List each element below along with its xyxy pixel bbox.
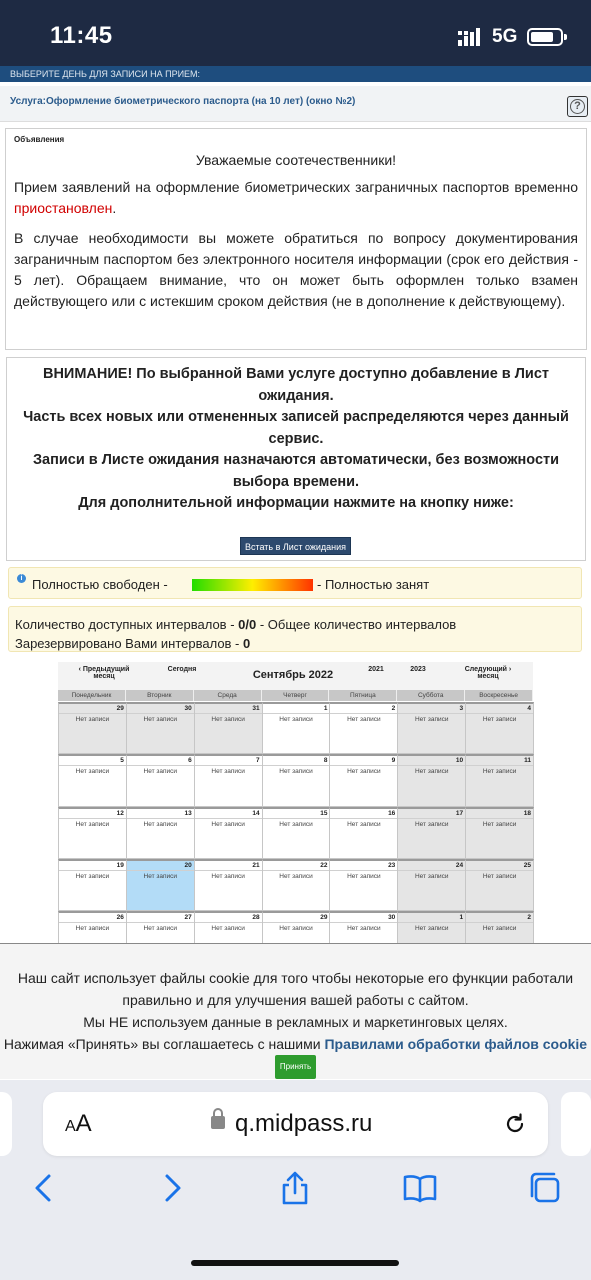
day-divider bbox=[127, 922, 194, 923]
reload-icon[interactable] bbox=[503, 1112, 527, 1136]
available-value: 0/0 bbox=[238, 617, 257, 632]
day-status: Нет записи bbox=[347, 925, 381, 933]
day-number: 30 bbox=[184, 705, 192, 712]
day-number: 19 bbox=[116, 861, 124, 869]
day-divider bbox=[330, 870, 397, 871]
day-status: Нет записи bbox=[414, 872, 449, 880]
accept-cookie-button[interactable]: Принять bbox=[275, 1055, 316, 1079]
day-divider bbox=[263, 870, 330, 871]
day-divider bbox=[59, 713, 126, 714]
day-divider bbox=[330, 765, 397, 766]
day-status: Нет записи bbox=[279, 716, 313, 723]
calendar-day[interactable] bbox=[126, 702, 195, 754]
browser-toolbar bbox=[0, 1170, 591, 1220]
weekday-label: Четверг bbox=[262, 690, 330, 701]
day-status: Нет записи bbox=[279, 820, 313, 828]
today-link[interactable]: Сегодня bbox=[167, 666, 197, 673]
day-divider bbox=[263, 713, 330, 714]
calendar-day[interactable] bbox=[329, 807, 398, 859]
availability-legend bbox=[8, 567, 582, 599]
day-number: 7 bbox=[255, 757, 260, 765]
day-number: 11 bbox=[524, 757, 532, 765]
calendar-day[interactable] bbox=[194, 859, 263, 911]
day-status: Нет записи bbox=[75, 716, 110, 723]
announcement-text: Прием заявлений на оформление биометрических заграничных паспортов временно bbox=[14, 179, 578, 195]
text-size-button[interactable] bbox=[65, 1110, 92, 1138]
forward-icon[interactable] bbox=[154, 1170, 190, 1206]
day-divider bbox=[398, 870, 465, 871]
day-number: 29 bbox=[320, 914, 328, 922]
calendar-week bbox=[58, 754, 533, 806]
reserved-intervals bbox=[15, 634, 575, 653]
day-divider bbox=[466, 870, 533, 871]
day-number: 31 bbox=[252, 705, 260, 712]
calendar-day[interactable] bbox=[126, 807, 195, 859]
calendar-day[interactable] bbox=[58, 754, 127, 806]
legend-busy-label: - Полностью занят bbox=[317, 577, 430, 592]
day-status: Нет записи bbox=[75, 820, 110, 828]
day-number: 15 bbox=[320, 809, 328, 817]
day-status: Нет записи bbox=[482, 925, 517, 933]
day-number: 10 bbox=[455, 757, 464, 765]
calendar-day[interactable] bbox=[329, 702, 398, 754]
calendar-day[interactable] bbox=[58, 807, 127, 859]
calendar-day[interactable] bbox=[397, 754, 466, 806]
calendar-week bbox=[58, 702, 533, 754]
waitlist-notice bbox=[6, 357, 586, 561]
total-label: - Общее количество интервалов bbox=[256, 617, 457, 632]
day-number: 1 bbox=[323, 705, 328, 712]
announcement-greeting: Уважаемые соотечественники! bbox=[195, 152, 397, 168]
day-number: 6 bbox=[188, 757, 192, 765]
calendar-day[interactable] bbox=[58, 702, 127, 754]
address-bar[interactable] bbox=[43, 1092, 548, 1156]
cookie-agree-text: Нажимая «Принять» вы соглашаетесь с нашими bbox=[3, 1036, 325, 1052]
day-number: 17 bbox=[455, 809, 464, 817]
day-divider bbox=[127, 818, 194, 819]
service-title: Услуга:Оформление биометрического паспорта (на 10 лет) (окно №2) bbox=[10, 96, 356, 107]
weekday-label: Суббота bbox=[397, 690, 465, 701]
weekday-header bbox=[58, 690, 533, 701]
calendar-grid bbox=[58, 702, 533, 963]
prev-month-link[interactable]: ‹ Предыдущий месяц bbox=[78, 666, 130, 680]
notice-line-3: Записи в Листе ожидания назначаются автоматически, без возможности выбора времени. bbox=[32, 452, 560, 490]
day-status: Нет записи bbox=[347, 716, 381, 723]
calendar-day[interactable] bbox=[194, 702, 263, 754]
aa-big: A bbox=[75, 1110, 92, 1137]
day-number: 9 bbox=[391, 757, 396, 765]
day-number: 1 bbox=[459, 914, 464, 922]
day-divider bbox=[466, 922, 533, 923]
home-indicator bbox=[191, 1260, 399, 1266]
prev-year-link[interactable]: 2021 bbox=[368, 666, 384, 673]
calendar-day[interactable] bbox=[262, 702, 331, 754]
day-divider bbox=[127, 870, 194, 871]
day-number: 21 bbox=[252, 861, 260, 869]
next-tab-edge[interactable] bbox=[561, 1092, 591, 1156]
notice-line-2: Часть всех новых или отмененных записей распределяются через данный сервис. bbox=[23, 409, 569, 447]
cookie-policy-link[interactable]: Правилами обработки файлов cookie bbox=[324, 1036, 588, 1052]
day-number: 16 bbox=[388, 809, 396, 817]
day-divider bbox=[398, 922, 465, 923]
day-status: Нет записи bbox=[143, 768, 178, 776]
cookie-text-2: Мы НЕ используем данные в рекламных и маркетинговых целях. bbox=[83, 1014, 508, 1030]
day-status: Нет записи bbox=[482, 768, 517, 776]
day-status: Нет записи bbox=[347, 820, 381, 828]
availability-gradient bbox=[192, 579, 313, 591]
share-icon[interactable] bbox=[277, 1170, 313, 1206]
day-divider bbox=[127, 765, 194, 766]
day-divider bbox=[466, 818, 533, 819]
calendar-day[interactable] bbox=[329, 754, 398, 806]
back-icon[interactable] bbox=[26, 1170, 62, 1206]
calendar-day[interactable] bbox=[329, 859, 398, 911]
service-bar bbox=[0, 86, 591, 122]
calendar-day[interactable] bbox=[194, 807, 263, 859]
available-intervals bbox=[15, 615, 575, 634]
weekday-label: Вторник bbox=[126, 690, 194, 701]
day-status: Нет записи bbox=[347, 872, 381, 880]
cookie-text-3 bbox=[0, 1033, 591, 1079]
day-status: Нет записи bbox=[211, 872, 245, 880]
day-divider bbox=[59, 765, 126, 766]
calendar-day[interactable] bbox=[262, 859, 331, 911]
day-divider bbox=[398, 818, 465, 819]
calendar-day[interactable] bbox=[262, 807, 331, 859]
day-status: Нет записи bbox=[414, 716, 449, 723]
day-divider bbox=[59, 922, 126, 923]
day-divider bbox=[398, 713, 465, 714]
weekday-label: Понедельник bbox=[58, 690, 126, 701]
day-status: Нет записи bbox=[414, 768, 449, 776]
day-divider bbox=[330, 713, 397, 714]
day-number: 8 bbox=[323, 757, 328, 765]
weekday-label: Среда bbox=[194, 690, 262, 701]
calendar-day[interactable] bbox=[262, 754, 331, 806]
status-bar bbox=[0, 0, 591, 70]
info-icon: i bbox=[17, 574, 26, 583]
announcement-paragraph-1 bbox=[14, 177, 578, 219]
battery-icon bbox=[527, 28, 563, 46]
calendar-day[interactable] bbox=[397, 702, 466, 754]
weekday-label: Воскресенье bbox=[465, 690, 533, 701]
day-status: Нет записи bbox=[279, 872, 313, 880]
aa-small: A bbox=[65, 1118, 76, 1135]
day-number: 30 bbox=[388, 914, 396, 922]
calendar-day[interactable] bbox=[397, 859, 466, 911]
calendar-day[interactable] bbox=[126, 754, 195, 806]
day-divider bbox=[195, 818, 262, 819]
day-status: Нет записи bbox=[143, 925, 178, 933]
choose-day-heading: ВЫБЕРИТЕ ДЕНЬ ДЛЯ ЗАПИСИ НА ПРИЕМ: bbox=[0, 66, 591, 82]
day-number: 12 bbox=[116, 809, 124, 817]
day-number: 5 bbox=[120, 757, 124, 765]
reserved-value: 0 bbox=[243, 636, 251, 651]
calendar-day[interactable] bbox=[465, 807, 534, 859]
day-number: 2 bbox=[527, 914, 532, 922]
announcement-period: . bbox=[112, 200, 117, 216]
day-status: Нет записи bbox=[211, 716, 245, 723]
calendar-week bbox=[58, 807, 533, 859]
day-status: Нет записи bbox=[279, 768, 313, 776]
cookie-text-1: Наш сайт использует файлы cookie для того чтобы некоторые его функции работали правильно и для улучшения вашей работы с сайтом. bbox=[17, 970, 574, 1008]
day-divider bbox=[330, 818, 397, 819]
next-year-link[interactable]: 2023 bbox=[410, 666, 426, 673]
interval-counts bbox=[8, 606, 582, 652]
day-number: 24 bbox=[455, 861, 464, 869]
day-number: 18 bbox=[523, 809, 532, 817]
day-status: Нет записи bbox=[482, 716, 517, 723]
available-label: Количество доступных интервалов - bbox=[15, 617, 239, 632]
day-number: 14 bbox=[252, 809, 260, 817]
day-number: 29 bbox=[116, 705, 124, 712]
calendar-day[interactable] bbox=[194, 754, 263, 806]
notice-line-4: Для дополнительной информации нажмите на кнопку ниже: bbox=[78, 495, 514, 511]
day-divider bbox=[330, 922, 397, 923]
day-number: 25 bbox=[523, 861, 532, 869]
day-divider bbox=[466, 765, 533, 766]
calendar-day[interactable] bbox=[465, 754, 534, 806]
day-status: Нет записи bbox=[211, 925, 245, 933]
day-status: Нет записи bbox=[414, 820, 449, 828]
day-status: Нет записи bbox=[75, 925, 110, 933]
day-divider bbox=[263, 922, 330, 923]
day-number: 4 bbox=[527, 705, 532, 712]
day-status: Нет записи bbox=[143, 872, 178, 880]
question-icon: ? bbox=[570, 99, 585, 114]
calendar-day[interactable] bbox=[465, 859, 534, 911]
tabs-icon[interactable] bbox=[527, 1170, 563, 1206]
day-divider bbox=[195, 765, 262, 766]
announcement-paragraph-2: В случае необходимости вы можете обратиться по вопросу документирования заграничным паспортом без электронного носителя информации (срок его действия - 5 лет). Обращаем внимание, что он может быть оформлен только взамен действующего или с истекшим сроком действия (не в дополнение к действующему). bbox=[14, 230, 578, 309]
notice-line-1: ВНИМАНИЕ! По выбранной Вами услуге доступно добавление в Лист ожидания. bbox=[42, 366, 550, 404]
day-status: Нет записи bbox=[211, 820, 245, 828]
calendar-day[interactable] bbox=[58, 859, 127, 911]
announcements-box bbox=[5, 128, 587, 350]
day-number: 3 bbox=[459, 705, 464, 712]
reserved-label: Зарезервировано Вами интервалов - bbox=[15, 636, 244, 651]
network-type: 5G bbox=[492, 26, 518, 47]
day-number: 26 bbox=[116, 914, 124, 922]
day-divider bbox=[195, 870, 262, 871]
day-number: 13 bbox=[184, 809, 192, 817]
day-status: Нет записи bbox=[75, 768, 110, 776]
announcements-label: Объявления bbox=[14, 135, 65, 144]
calendar-nav bbox=[58, 662, 533, 690]
day-status: Нет записи bbox=[211, 768, 245, 776]
calendar-week bbox=[58, 859, 533, 911]
day-number: 23 bbox=[388, 861, 396, 869]
day-number: 27 bbox=[184, 914, 192, 922]
day-status: Нет записи bbox=[143, 820, 178, 828]
day-number: 20 bbox=[184, 861, 192, 869]
day-divider bbox=[466, 713, 533, 714]
day-status: Нет записи bbox=[143, 716, 178, 723]
day-divider bbox=[127, 713, 194, 714]
day-number: 22 bbox=[320, 861, 328, 869]
day-status: Нет записи bbox=[482, 872, 517, 880]
day-status: Нет записи bbox=[75, 872, 110, 880]
calendar-day[interactable] bbox=[126, 859, 195, 911]
help-button[interactable] bbox=[567, 96, 588, 117]
url-text: q.midpass.ru bbox=[235, 1110, 373, 1137]
suspended-text: приостановлен bbox=[14, 200, 113, 216]
day-divider bbox=[195, 713, 262, 714]
prev-tab-edge[interactable] bbox=[0, 1092, 12, 1156]
day-status: Нет записи bbox=[482, 820, 517, 828]
day-divider bbox=[195, 922, 262, 923]
day-number: 2 bbox=[391, 705, 396, 712]
day-divider bbox=[263, 818, 330, 819]
cookie-banner bbox=[0, 943, 591, 1079]
signal-icon bbox=[458, 28, 486, 46]
day-divider bbox=[398, 765, 465, 766]
day-status: Нет записи bbox=[279, 925, 313, 933]
day-divider bbox=[59, 818, 126, 819]
weekday-label: Пятница bbox=[329, 690, 397, 701]
next-month-link[interactable]: Следующий › месяц bbox=[464, 666, 512, 680]
day-status: Нет записи bbox=[414, 925, 449, 933]
day-number: 28 bbox=[252, 914, 260, 922]
join-waitlist-button[interactable]: Встать в Лист ожидания bbox=[240, 537, 351, 555]
bookmarks-icon[interactable] bbox=[402, 1170, 438, 1206]
day-divider bbox=[263, 765, 330, 766]
legend-free-label: Полностью свободен - bbox=[32, 577, 168, 592]
calendar-day[interactable] bbox=[465, 702, 534, 754]
month-title: Сентябрь 2022 bbox=[252, 669, 334, 681]
calendar-day[interactable] bbox=[397, 807, 466, 859]
browser-chrome bbox=[0, 1080, 591, 1280]
day-status: Нет записи bbox=[347, 768, 381, 776]
day-divider bbox=[59, 870, 126, 871]
clock: 11:45 bbox=[50, 22, 113, 49]
lock-icon bbox=[211, 1116, 225, 1129]
